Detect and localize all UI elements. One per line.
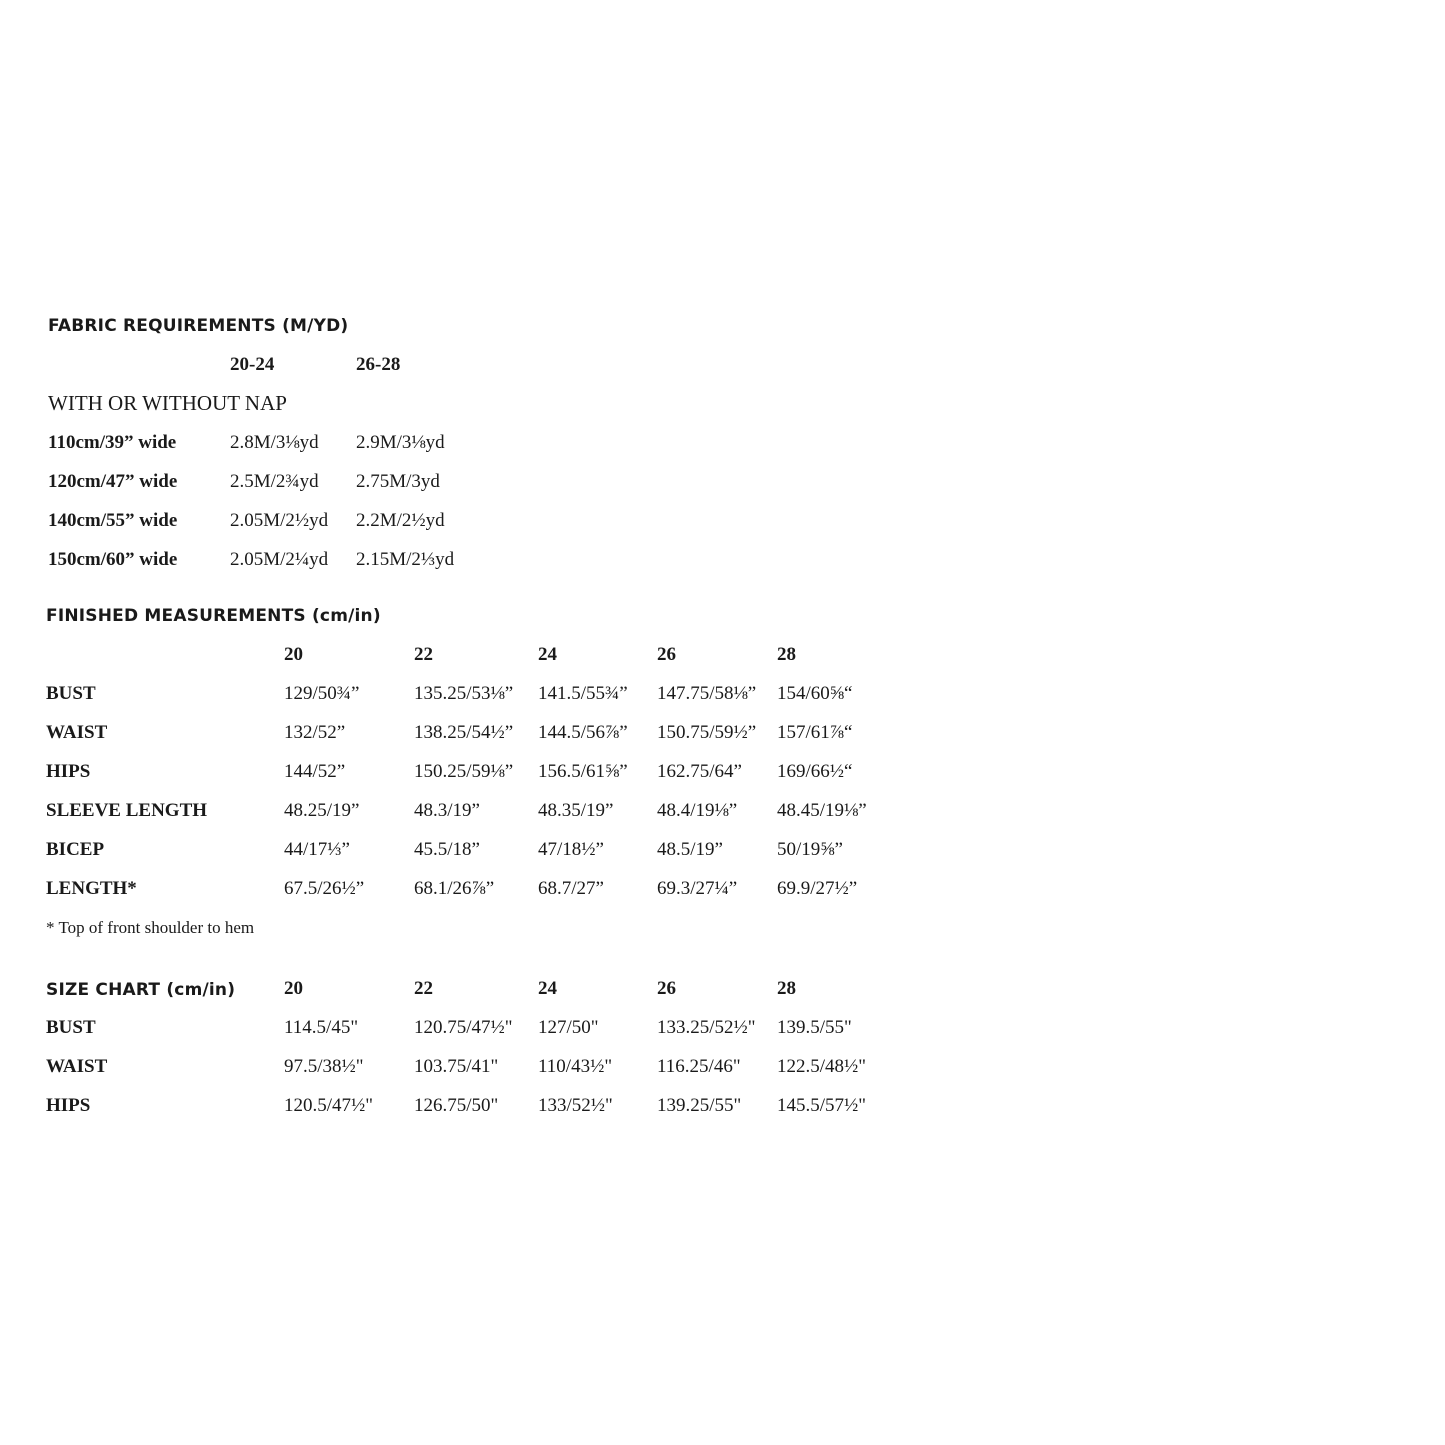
finished-cell: 129/50¾” (284, 683, 360, 704)
fabric-col-header-26-28: 26-28 (356, 354, 401, 375)
fabric-cell: 2.15M/2⅓yd (356, 549, 455, 570)
finished-cell: 48.5/19” (657, 839, 723, 860)
finished-size-header: 28 (777, 644, 796, 665)
finished-cell: 156.5/61⅝” (538, 761, 628, 782)
size-chart-cell: 103.75/41" (414, 1056, 499, 1077)
finished-cell: 48.35/19” (538, 800, 614, 821)
finished-cell: 157/61⅞“ (777, 722, 853, 743)
size-chart-size-header: 26 (657, 978, 676, 999)
size-chart-cell: 139.5/55" (777, 1017, 852, 1038)
finished-row-label: BUST (46, 683, 96, 704)
fabric-row-label: 140cm/55” wide (48, 510, 178, 531)
finished-row-label: HIPS (46, 761, 91, 782)
finished-cell: 68.7/27” (538, 878, 604, 899)
finished-cell: 44/17⅓” (284, 839, 350, 860)
finished-cell: 69.9/27½” (777, 878, 858, 899)
size-chart-cell: 145.5/57½" (777, 1095, 867, 1116)
finished-size-header: 26 (657, 644, 676, 665)
size-chart-cell: 122.5/48½" (777, 1056, 867, 1077)
finished-cell: 147.75/58⅛” (657, 683, 757, 704)
finished-size-header: 22 (414, 644, 433, 665)
size-chart-cell: 110/43½" (538, 1056, 613, 1077)
fabric-cell: 2.75M/3yd (356, 471, 440, 492)
size-chart-cell: 120.5/47½" (284, 1095, 374, 1116)
finished-cell: 69.3/27¼” (657, 878, 738, 899)
finished-cell: 154/60⅝“ (777, 683, 853, 704)
size-chart-cell: 97.5/38½" (284, 1056, 364, 1077)
finished-row-label: BICEP (46, 839, 105, 860)
finished-cell: 48.4/19⅛” (657, 800, 738, 821)
size-chart-cell: 116.25/46" (657, 1056, 741, 1077)
fabric-row-label: 150cm/60” wide (48, 549, 178, 570)
size-chart-cell: 127/50" (538, 1017, 599, 1038)
size-chart-size-header: 24 (538, 978, 557, 999)
size-chart-cell: 139.25/55" (657, 1095, 742, 1116)
fabric-cell: 2.5M/2¾yd (230, 471, 319, 492)
finished-cell: 47/18½” (538, 839, 604, 860)
finished-cell: 68.1/26⅞” (414, 878, 495, 899)
fabric-col-header-20-24: 20-24 (230, 354, 275, 375)
finished-cell: 135.25/53⅛” (414, 683, 514, 704)
size-chart-row-label: HIPS (46, 1095, 91, 1116)
length-footnote: * Top of front shoulder to hem (46, 918, 255, 937)
finished-row-label: WAIST (46, 722, 108, 743)
finished-cell: 144.5/56⅞” (538, 722, 628, 743)
finished-row-label: SLEEVE LENGTH (46, 800, 208, 821)
size-chart-cell: 120.75/47½" (414, 1017, 513, 1038)
finished-cell: 50/19⅝” (777, 839, 843, 860)
size-chart-title: SIZE CHART (cm/in) (46, 980, 236, 1000)
finished-cell: 144/52” (284, 761, 346, 782)
fabric-row-label: 110cm/39” wide (48, 432, 177, 453)
size-chart-cell: 114.5/45" (284, 1017, 359, 1038)
finished-row-label: LENGTH* (46, 878, 137, 899)
fabric-requirements-title: FABRIC REQUIREMENTS (M/YD) (48, 316, 349, 336)
fabric-cell: 2.2M/2½yd (356, 510, 445, 531)
finished-size-header: 20 (284, 644, 303, 665)
fabric-cell: 2.8M/3⅛yd (230, 432, 319, 453)
size-chart-size-header: 28 (777, 978, 796, 999)
finished-cell: 169/66½“ (777, 761, 853, 782)
fabric-nap-label: WITH OR WITHOUT NAP (48, 391, 287, 415)
fabric-row-label: 120cm/47” wide (48, 471, 178, 492)
finished-cell: 132/52” (284, 722, 346, 743)
finished-cell: 150.25/59⅛” (414, 761, 514, 782)
size-chart-size-header: 22 (414, 978, 433, 999)
finished-cell: 162.75/64” (657, 761, 742, 782)
size-chart-row-label: BUST (46, 1017, 96, 1038)
finished-cell: 45.5/18” (414, 839, 480, 860)
finished-measurements-title: FINISHED MEASUREMENTS (cm/in) (46, 606, 381, 626)
fabric-cell: 2.05M/2½yd (230, 510, 329, 531)
finished-cell: 48.3/19” (414, 800, 480, 821)
finished-cell: 138.25/54½” (414, 722, 514, 743)
size-chart-row-label: WAIST (46, 1056, 108, 1077)
fabric-cell: 2.9M/3⅛yd (356, 432, 445, 453)
fabric-cell: 2.05M/2¼yd (230, 549, 329, 570)
size-chart-cell: 126.75/50" (414, 1095, 499, 1116)
finished-cell: 67.5/26½” (284, 878, 365, 899)
size-chart-size-header: 20 (284, 978, 303, 999)
finished-cell: 48.25/19” (284, 800, 360, 821)
finished-cell: 141.5/55¾” (538, 683, 628, 704)
size-chart-cell: 133.25/52½" (657, 1017, 756, 1038)
finished-cell: 150.75/59½” (657, 722, 757, 743)
size-chart-cell: 133/52½" (538, 1095, 613, 1116)
finished-size-header: 24 (538, 644, 557, 665)
finished-cell: 48.45/19⅛” (777, 800, 867, 821)
